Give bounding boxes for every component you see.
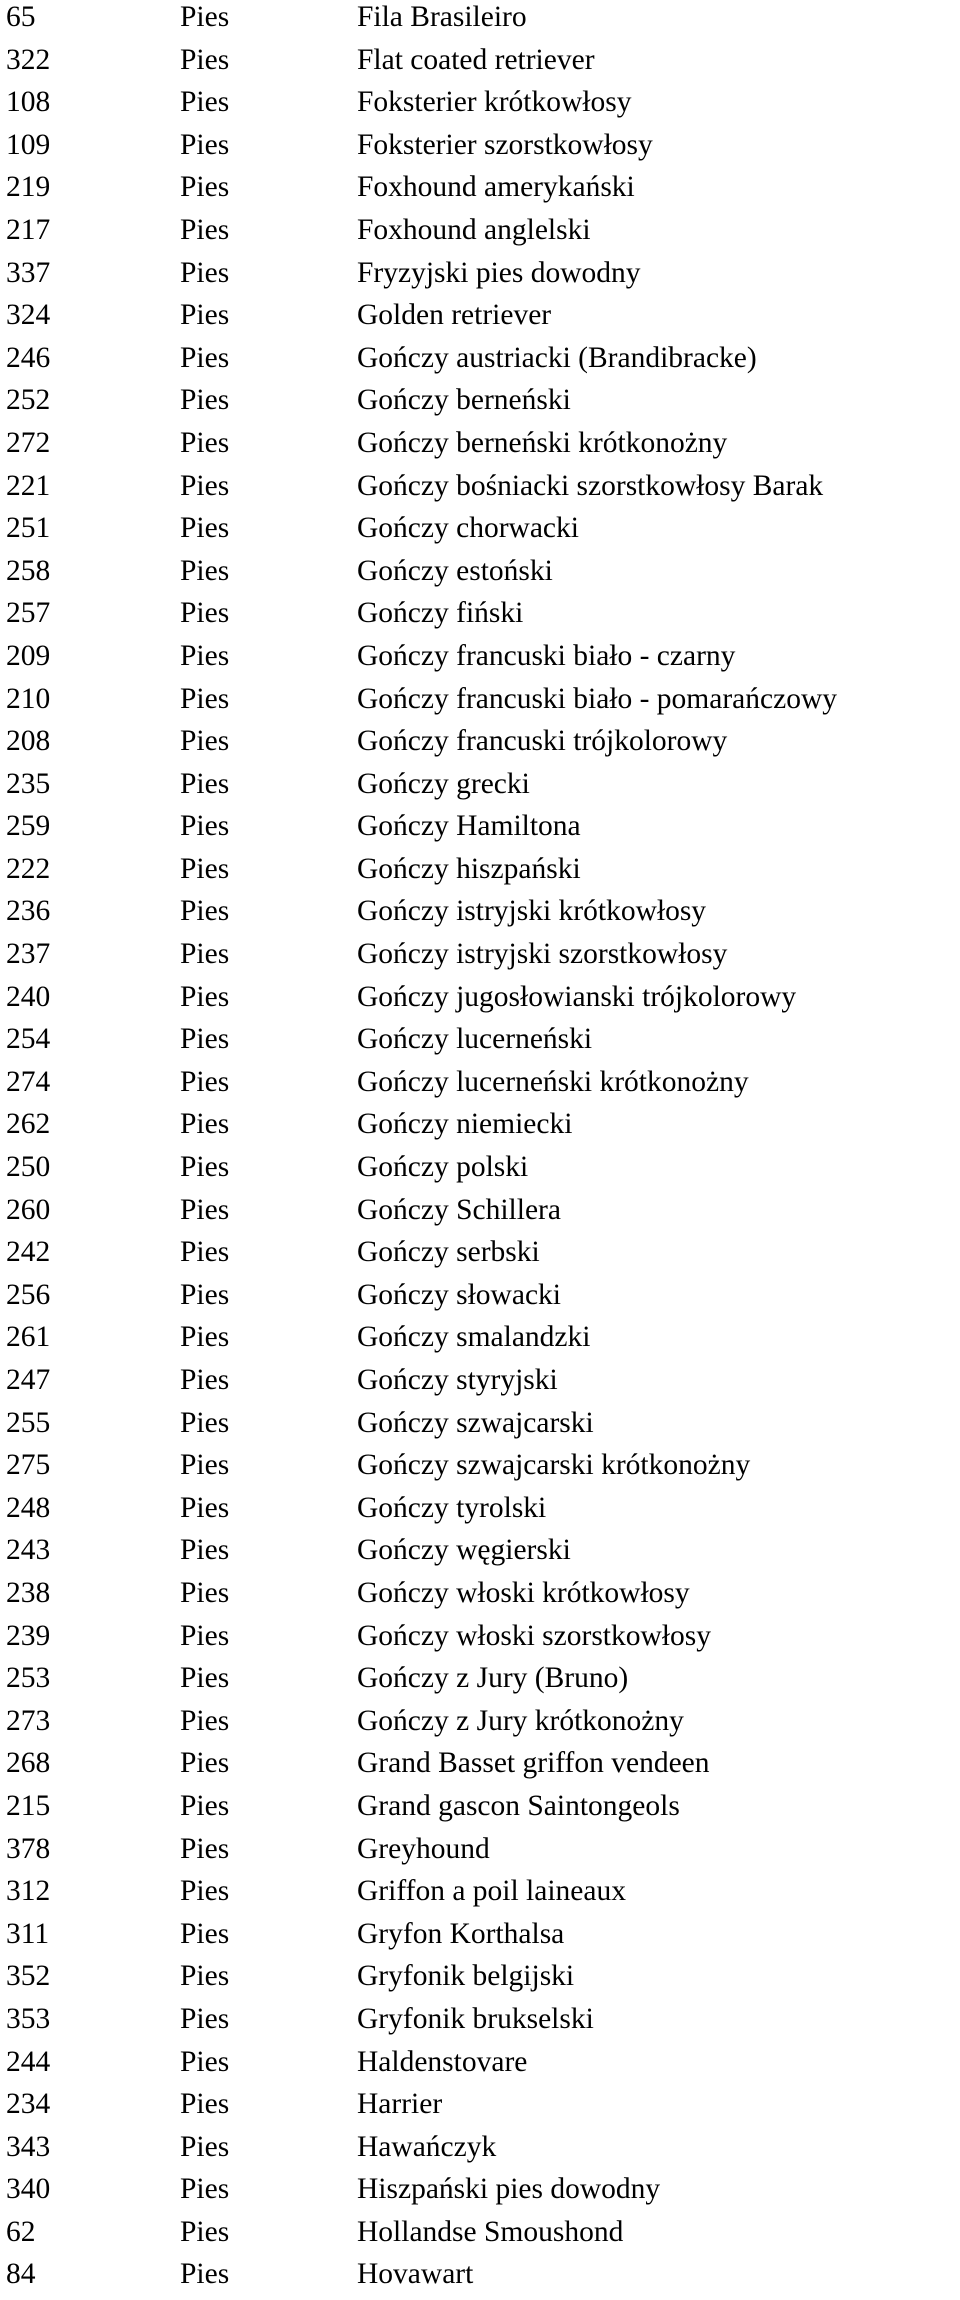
table-row [0, 1065, 960, 1108]
breed-name: Gończy francuski trójkolorowy [357, 725, 728, 758]
table-row [0, 1193, 960, 1236]
breed-number: 244 [6, 2045, 51, 2078]
animal-type: Pies [180, 43, 230, 76]
table-row [0, 554, 960, 597]
animal-type: Pies [180, 1789, 230, 1822]
animal-type: Pies [180, 767, 230, 800]
breed-number: 209 [6, 639, 51, 672]
breed-name: Gończy słowacki [357, 1278, 561, 1311]
breed-number: 222 [6, 852, 51, 885]
breed-number: 250 [6, 1151, 51, 1184]
animal-type: Pies [180, 682, 230, 715]
breed-number: 312 [6, 1875, 51, 1908]
breed-name: Gończy styryjski [357, 1364, 558, 1396]
table-row [0, 1619, 960, 1662]
breed-name: Fila Brasileiro [357, 1, 527, 33]
table-row [0, 1959, 960, 2002]
breed-number: 108 [6, 86, 51, 119]
table-row [0, 1576, 960, 1619]
animal-type: Pies [180, 128, 230, 161]
breed-number: 337 [6, 256, 51, 289]
breed-name: Gończy austriacki (Brandibracke) [357, 341, 757, 374]
animal-type: Pies [180, 1278, 230, 1311]
animal-type: Pies [180, 1960, 230, 1993]
breed-number: 259 [6, 810, 51, 843]
table-row [0, 724, 960, 767]
animal-type: Pies [180, 1832, 230, 1865]
breed-name: Gończy niemiecki [357, 1108, 573, 1141]
table-row [0, 2257, 960, 2300]
table-row [0, 213, 960, 256]
breed-name: Gończy smalandzki [357, 1321, 591, 1354]
table-row [0, 1917, 960, 1960]
breed-name: Hiszpański pies dowodny [357, 2173, 661, 2206]
table-row [0, 767, 960, 810]
breed-number: 261 [6, 1321, 51, 1354]
animal-type: Pies [180, 810, 230, 843]
breed-name: Gończy szwajcarski [357, 1406, 594, 1439]
animal-type: Pies [180, 1193, 230, 1226]
breed-name: Gryfon Korthalsa [357, 1917, 565, 1950]
breed-name: Gończy z Jury (Bruno) [357, 1662, 629, 1695]
breed-name: Haldenstovare [357, 2045, 528, 2078]
breed-number: 275 [6, 1449, 51, 1482]
animal-type: Pies [180, 341, 230, 374]
animal-type: Pies [180, 1875, 230, 1908]
table-row [0, 43, 960, 86]
breed-name: Gończy serbski [357, 1236, 540, 1269]
table-row [0, 1661, 960, 1704]
breed-name: Gończy Schillera [357, 1193, 561, 1226]
table-row [0, 1363, 960, 1406]
breed-number: 246 [6, 341, 51, 374]
table-row [0, 383, 960, 426]
breed-number: 256 [6, 1278, 51, 1311]
breed-name: Gończy istryjski krótkowłosy [357, 895, 707, 928]
breed-number: 65 [6, 1, 36, 33]
animal-type: Pies [180, 1449, 230, 1482]
animal-type: Pies [180, 980, 230, 1013]
animal-type: Pies [180, 1534, 230, 1567]
breed-number: 237 [6, 938, 51, 971]
animal-type: Pies [180, 639, 230, 672]
animal-type: Pies [180, 299, 230, 332]
breed-name: Golden retriever [357, 299, 552, 332]
breed-number: 251 [6, 512, 51, 545]
breed-number: 210 [6, 682, 51, 715]
breed-name: Gończy szwajcarski krótkonożny [357, 1449, 751, 1482]
animal-type: Pies [180, 1576, 230, 1609]
breed-number: 62 [6, 2215, 36, 2248]
breed-number: 254 [6, 1023, 51, 1056]
table-row [0, 1874, 960, 1917]
animal-type: Pies [180, 895, 230, 928]
animal-type: Pies [180, 2045, 230, 2078]
breed-number: 324 [6, 299, 51, 332]
animal-type: Pies [180, 1151, 230, 1184]
breed-number: 262 [6, 1108, 51, 1141]
animal-type: Pies [180, 1747, 230, 1780]
table-row [0, 1789, 960, 1832]
breed-number: 234 [6, 2088, 51, 2121]
breed-name: Gończy włoski krótkowłosy [357, 1576, 690, 1609]
table-row [0, 1746, 960, 1789]
breed-name: Gończy berneński [357, 384, 571, 417]
animal-type: Pies [180, 725, 230, 758]
animal-type: Pies [180, 1, 230, 33]
breed-number: 272 [6, 426, 51, 459]
breed-number: 247 [6, 1364, 51, 1396]
animal-type: Pies [180, 2002, 230, 2035]
table-row [0, 2172, 960, 2215]
table-row [0, 596, 960, 639]
animal-type: Pies [180, 2258, 230, 2291]
breed-number: 260 [6, 1193, 51, 1226]
table-row [0, 511, 960, 554]
table-row [0, 980, 960, 1023]
breed-number: 343 [6, 2130, 51, 2163]
animal-type: Pies [180, 1364, 230, 1396]
table-row [0, 2087, 960, 2130]
breed-name: Hovawart [357, 2258, 474, 2291]
table-row [0, 0, 960, 43]
table-row [0, 469, 960, 512]
breed-number: 236 [6, 895, 51, 928]
breed-name: Gończy grecki [357, 767, 530, 800]
breed-name: Flat coated retriever [357, 43, 595, 76]
breed-number: 352 [6, 1960, 51, 1993]
table-row [0, 426, 960, 469]
table-row [0, 809, 960, 852]
breed-name: Gończy z Jury krótkonożny [357, 1704, 684, 1737]
animal-type: Pies [180, 2130, 230, 2163]
breed-name: Gończy hiszpański [357, 852, 581, 885]
animal-type: Pies [180, 171, 230, 204]
breed-number: 248 [6, 1491, 51, 1524]
breed-name: Gończy estoński [357, 554, 553, 587]
table-row [0, 1533, 960, 1576]
animal-type: Pies [180, 554, 230, 587]
breed-name: Gończy lucerneński krótkonożny [357, 1065, 749, 1098]
breed-number: 353 [6, 2002, 51, 2035]
breed-name: Gończy francuski biało - czarny [357, 639, 736, 672]
animal-type: Pies [180, 1108, 230, 1141]
table-row [0, 256, 960, 299]
breed-number: 274 [6, 1065, 51, 1098]
breed-number: 109 [6, 128, 51, 161]
table-row [0, 937, 960, 980]
animal-type: Pies [180, 2215, 230, 2248]
animal-type: Pies [180, 512, 230, 545]
breed-number: 253 [6, 1662, 51, 1695]
table-row [0, 1832, 960, 1875]
breed-number: 221 [6, 469, 51, 502]
breed-name: Greyhound [357, 1832, 490, 1865]
breed-number: 378 [6, 1832, 51, 1865]
animal-type: Pies [180, 938, 230, 971]
animal-type: Pies [180, 1236, 230, 1269]
breed-number: 215 [6, 1789, 51, 1822]
breed-number: 238 [6, 1576, 51, 1609]
breed-number: 311 [6, 1917, 50, 1950]
breed-name: Gończy polski [357, 1151, 529, 1184]
breed-number: 217 [6, 213, 51, 246]
breed-name: Gończy fiński [357, 597, 524, 630]
breed-name: Gończy tyrolski [357, 1491, 547, 1524]
animal-type: Pies [180, 2173, 230, 2206]
animal-type: Pies [180, 1704, 230, 1737]
animal-type: Pies [180, 1619, 230, 1652]
breed-number: 242 [6, 1236, 51, 1269]
table-row [0, 128, 960, 171]
animal-type: Pies [180, 1662, 230, 1695]
animal-type: Pies [180, 2088, 230, 2121]
breed-number: 322 [6, 43, 51, 76]
table-row [0, 341, 960, 384]
breed-name: Gończy bośniacki szorstkowłosy Barak [357, 469, 824, 502]
table-row [0, 894, 960, 937]
animal-type: Pies [180, 384, 230, 417]
animal-type: Pies [180, 469, 230, 502]
table-row [0, 170, 960, 213]
animal-type: Pies [180, 1406, 230, 1439]
table-row [0, 682, 960, 725]
breed-name: Hawańczyk [357, 2130, 497, 2163]
breed-number: 273 [6, 1704, 51, 1737]
animal-type: Pies [180, 86, 230, 119]
table-row [0, 2002, 960, 2045]
animal-type: Pies [180, 1321, 230, 1354]
breed-name: Gończy berneński krótkonożny [357, 426, 728, 459]
table-row [0, 1107, 960, 1150]
table-row [0, 1448, 960, 1491]
animal-type: Pies [180, 1491, 230, 1524]
breed-name: Foksterier krótkowłosy [357, 86, 632, 119]
breed-name: Gończy istryjski szorstkowłosy [357, 938, 728, 971]
breed-number: 239 [6, 1619, 51, 1652]
table-row [0, 1320, 960, 1363]
breed-name: Gończy węgierski [357, 1534, 571, 1567]
breed-name: Foxhound amerykański [357, 171, 635, 204]
breed-number: 84 [6, 2258, 36, 2291]
breed-name: Grand gascon Saintongeols [357, 1789, 680, 1822]
breed-name: Harrier [357, 2088, 443, 2121]
animal-type: Pies [180, 1065, 230, 1098]
table-row [0, 639, 960, 682]
animal-type: Pies [180, 426, 230, 459]
breed-name: Gryfonik brukselski [357, 2002, 594, 2035]
table-row [0, 298, 960, 341]
animal-type: Pies [180, 852, 230, 885]
breed-name: Griffon a poil laineaux [357, 1875, 626, 1908]
table-row [0, 2045, 960, 2088]
breed-name: Grand Basset griffon vendeen [357, 1747, 710, 1780]
breed-name: Fryzyjski pies dowodny [357, 256, 641, 289]
breed-name: Hollandse Smoushond [357, 2215, 624, 2248]
table-row [0, 1406, 960, 1449]
breed-name: Gończy chorwacki [357, 512, 579, 545]
table-row [0, 2130, 960, 2173]
breed-name: Gończy francuski biało - pomarańczowy [357, 682, 838, 715]
breed-number: 340 [6, 2173, 51, 2206]
breed-name: Gończy jugosłowianski trójkolorowy [357, 980, 797, 1013]
animal-type: Pies [180, 213, 230, 246]
breed-number: 257 [6, 597, 51, 630]
breed-number: 240 [6, 980, 51, 1013]
breed-name: Foksterier szorstkowłosy [357, 128, 653, 161]
table-row [0, 1704, 960, 1747]
breed-number: 219 [6, 171, 51, 204]
breed-number: 252 [6, 384, 51, 417]
breed-number: 208 [6, 725, 51, 758]
breed-name: Gończy Hamiltona [357, 810, 581, 843]
breed-number: 243 [6, 1534, 51, 1567]
breed-name: Gończy lucerneński [357, 1023, 593, 1056]
breed-number: 258 [6, 554, 51, 587]
animal-type: Pies [180, 256, 230, 289]
table-row [0, 85, 960, 128]
table-row [0, 1022, 960, 1065]
table-row [0, 1235, 960, 1278]
breed-name: Gończy włoski szorstkowłosy [357, 1619, 711, 1652]
breed-number: 268 [6, 1747, 51, 1780]
animal-type: Pies [180, 1023, 230, 1056]
breed-name: Foxhound anglelski [357, 213, 591, 246]
table-row [0, 852, 960, 895]
table-row [0, 2215, 960, 2258]
animal-type: Pies [180, 1917, 230, 1950]
breed-number: 235 [6, 767, 51, 800]
table-row [0, 1278, 960, 1321]
breed-number: 255 [6, 1406, 51, 1439]
breed-name: Gryfonik belgijski [357, 1960, 575, 1993]
animal-type: Pies [180, 597, 230, 630]
table-row [0, 1491, 960, 1534]
table-row [0, 1150, 960, 1193]
